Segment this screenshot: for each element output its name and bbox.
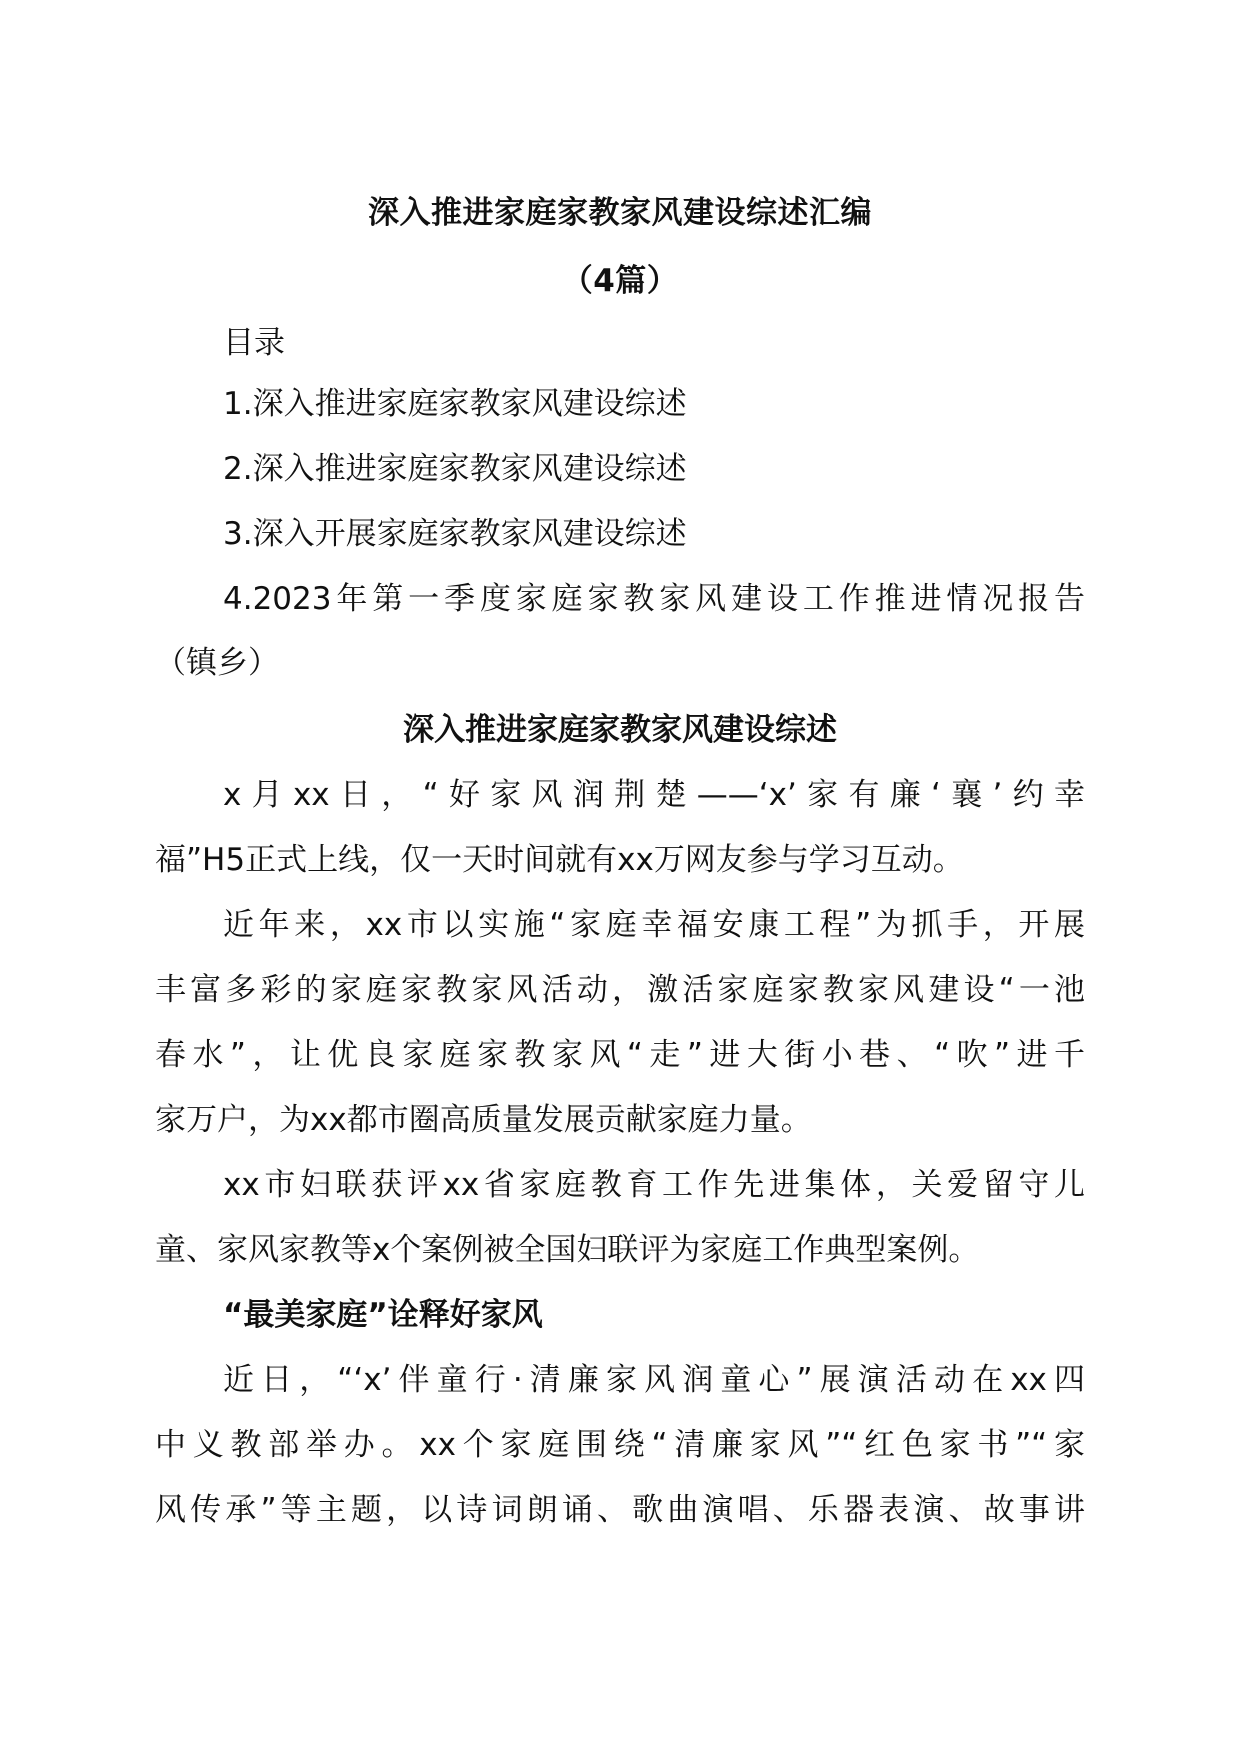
toc-item: 4.2023年第一季度家庭家教家风建设工作推进情况报告 [223, 581, 1085, 617]
paragraph-line: 近日，“‘x’伴童行·清廉家风润童心”展演活动在xx四 [223, 1362, 1085, 1398]
article-title: 深入推进家庭家教家风建设综述 [403, 712, 837, 748]
paragraph-line: xx市妇联获评xx省家庭教育工作先进集体，关爱留守儿 [223, 1167, 1085, 1203]
paragraph-line: 风传承”等主题，以诗词朗诵、歌曲演唱、乐器表演、故事讲 [155, 1492, 1085, 1528]
document-page [155, 0, 1085, 1754]
toc-item: 1.深入推进家庭家教家风建设综述 [223, 386, 687, 422]
paragraph-line: 丰富多彩的家庭家教家风活动，激活家庭家教家风建设“一池 [155, 972, 1085, 1008]
paragraph-line: x月xx日，“好家风润荆楚——‘x’家有廉‘襄’约幸 [223, 777, 1085, 813]
toc-item: 2.深入推进家庭家教家风建设综述 [223, 451, 687, 487]
paragraph-line: 童、家风家教等x个案例被全国妇联评为家庭工作典型案例。 [155, 1232, 980, 1268]
document-title: 深入推进家庭家教家风建设综述汇编 [368, 195, 872, 231]
toc-item-continuation: （镇乡） [155, 645, 279, 681]
paragraph-line: 家万户，为xx都市圈高质量发展贡献家庭力量。 [155, 1102, 812, 1138]
toc-heading: 目录 [223, 325, 285, 361]
paragraph-line: 春水”，让优良家庭家教家风“走”进大街小巷、“吹”进千 [155, 1037, 1085, 1073]
document-subtitle: （4篇） [561, 263, 679, 299]
paragraph-line: 中义教部举办。xx个家庭围绕“清廉家风”“红色家书”“家 [155, 1427, 1085, 1463]
paragraph-line: 近年来，xx市以实施“家庭幸福安康工程”为抓手，开展 [223, 907, 1085, 943]
paragraph-line: 福”H5正式上线，仅一天时间就有xx万网友参与学习互动。 [155, 842, 964, 878]
toc-item: 3.深入开展家庭家教家风建设综述 [223, 516, 687, 552]
section-subheading: “最美家庭”诠释好家风 [223, 1297, 543, 1333]
